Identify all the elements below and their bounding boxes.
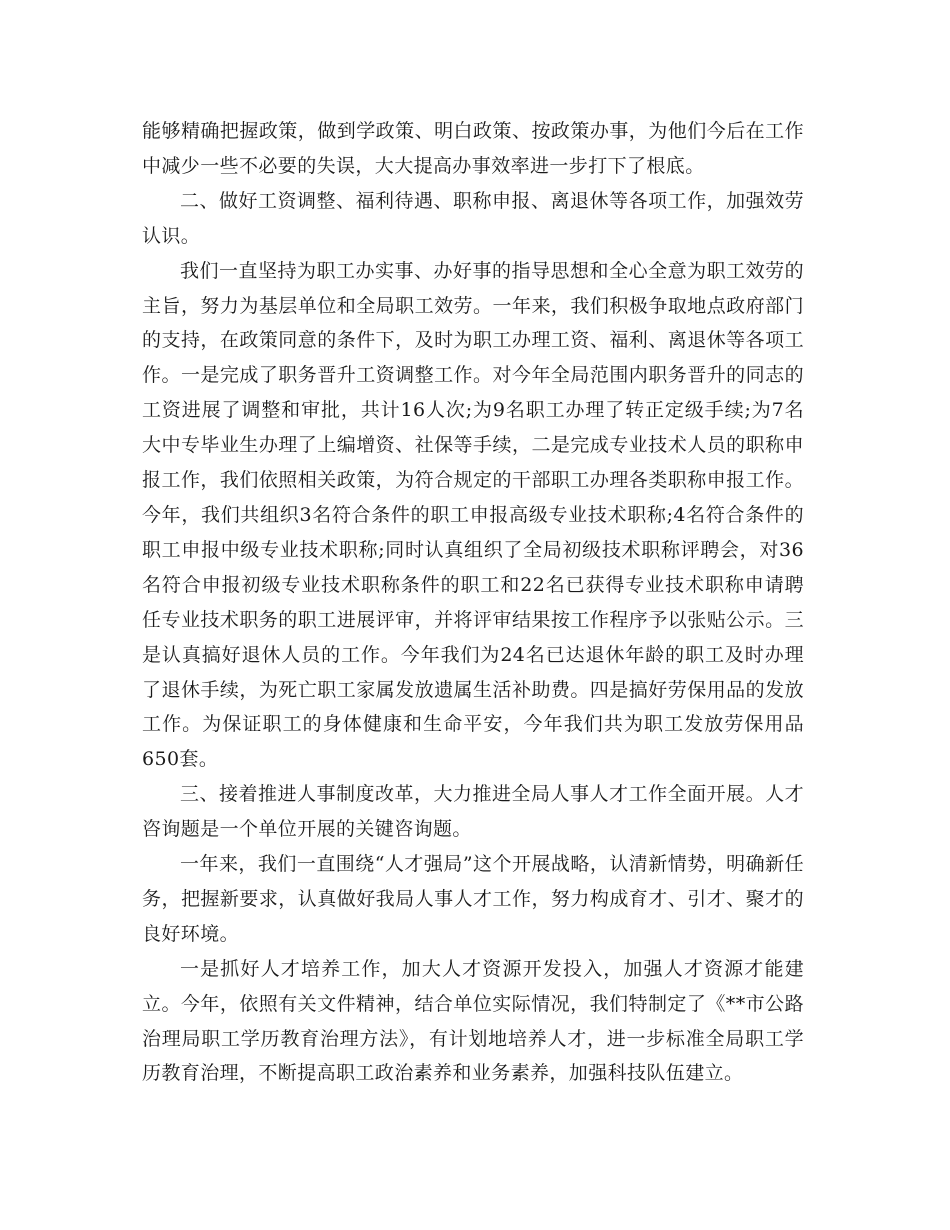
- paragraph-continued: 能够精确把握政策，做到学政策、明白政策、按政策办事，为他们今后在工作中减少一些不必要的失误，大大提高办事效率进一步打下了根底。: [142, 120, 804, 177]
- document-body: [142, 114, 804, 1091]
- section-heading-3: 三、接着推进人事制度改革，大力推进全局人事人才工作全面开展。人才咨询题是一个单位开展的关键咨询题。: [142, 783, 804, 841]
- paragraph-salary-work: 我们一直坚持为职工办实事、办好事的指导思想和全心全意为职工效劳的主旨，努力为基层单位和全局职工效劳。一年来，我们积极争取地点政府部门的支持，在政策同意的条件下，及时为职工办理工资、福利、离退休等各项工作。一是完成了职务晋升工资调整工作。对今年全局范围内职务晋升的同志的工资进展了调整和审批，共计16人次;为9名职工办理了转正定级手续;为7名大中专毕业生办理了上编增资、社保等手续，二是完成专业技术人员的职称申报工作，我们依照相关政策，为符合规定的干部职工办理各类职称申报工作。今年，我们共组织3名符合条件的职工申报高级专业技术职称;4名符合条件的职工申报中级专业技术职称;同时认真组织了全局初级技术职称评聘会，对36名符合申报初级专业技术职称条件的职工和22名已获得专业技术职称申请聘任专业技术职务的职工进展评审，并将评审结果按工作程序予以张贴公示。三是认真搞好退休人员的工作。今年我们为24名已达退休年龄的职工及时办理了退休手续，为死亡职工家属发放遗属生活补助费。四是搞好劳保用品的发放工作。为保证职工的身体健康和生命平安，今年我们共为职工发放劳保用品650套。: [142, 259, 804, 771]
- paragraph-talent-strategy: 一年来，我们一直围绕“人才强局”这个开展战略，认清新情势，明确新任务，把握新要求，认真做好我局人事人才工作，努力构成育才、引才、聚才的良好环境。: [142, 853, 804, 945]
- paragraph-talent-training: 一是抓好人才培养工作，加大人才资源开发投入，加强人才资源才能建立。今年，依照有关文件精神，结合单位实际情况，我们特制定了《**市公路治理局职工学历教育治理方法》，有计划地培养人才，进一步标准全局职工学历教育治理，不断提高职工政治素养和业务素养，加强科技队伍建立。: [142, 957, 804, 1085]
- section-heading-2: 二、做好工资调整、福利待遇、职称申报、离退休等各项工作，加强效劳认识。: [142, 189, 804, 247]
